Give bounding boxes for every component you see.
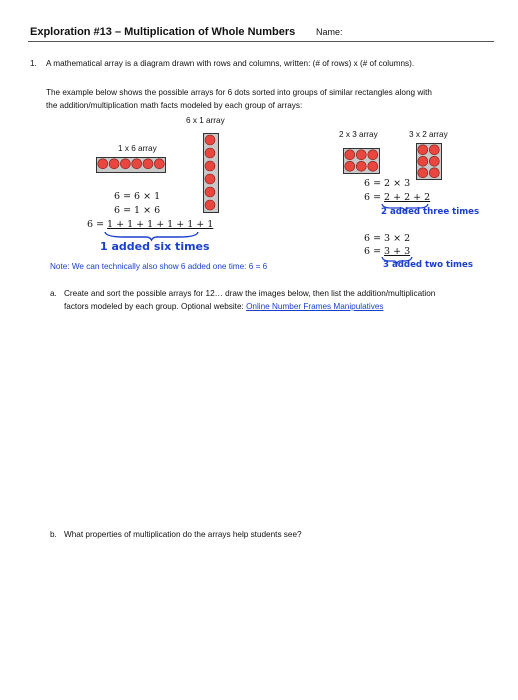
fact-6-eq-sum-of-ones: 6 = 1 + 1 + 1 + 1 + 1 + 1 [87, 219, 214, 230]
array-dot [143, 159, 153, 169]
array-dot [205, 148, 215, 158]
array-dot [368, 150, 378, 160]
array-dot [429, 168, 439, 178]
array-6x1 [203, 133, 219, 213]
handwritten-2-added-three-times: 2 added three times [381, 207, 480, 217]
array-dot [98, 159, 108, 169]
fact-6-eq-3x2: 6 = 3 × 2 [364, 233, 411, 244]
array-dot [120, 159, 130, 169]
fact-6-eq-2x3: 6 = 2 × 3 [364, 178, 411, 189]
label-1x6-array: 1 x 6 array [118, 144, 157, 153]
name-label: Name: [316, 27, 343, 37]
header-divider [28, 41, 494, 42]
note-6-added-one-time: Note: We can technically also show 6 added one time: 6 = 6 [50, 262, 268, 271]
array-dot [205, 174, 215, 184]
part-a-line1: Create and sort the possible arrays for 12… draw the images below, then list the addition/multiplication [64, 289, 436, 298]
array-1x6 [96, 157, 166, 173]
label-2x3-array: 2 x 3 array [339, 130, 378, 139]
array-dot [205, 187, 215, 197]
part-a-letter: a. [50, 289, 57, 298]
array-dot [205, 135, 215, 145]
array-dot [132, 159, 142, 169]
array-dot [418, 168, 428, 178]
part-a-line2: factors modeled by each group. Optional website: Online Number Frames Manipulatives [64, 302, 384, 311]
array-2x3 [343, 148, 380, 174]
fact-6-eq-2-plus-2-plus-2: 6 = 2 + 2 + 2 [364, 192, 431, 203]
array-dot [205, 161, 215, 171]
handwritten-1-added-six-times: 1 added six times [100, 240, 210, 253]
number-frames-link[interactable]: Online Number Frames Manipulatives [246, 302, 384, 311]
array-dot [356, 150, 366, 160]
array-3x2 [416, 143, 442, 180]
array-dot [418, 156, 428, 166]
array-dot [345, 161, 355, 171]
handwritten-3-added-two-times: 3 added two times [383, 260, 473, 270]
part-b-letter: b. [50, 530, 57, 539]
part-b-question: What properties of multiplication do the arrays help students see? [64, 530, 302, 539]
label-6x1-array: 6 x 1 array [186, 116, 225, 125]
array-dot [368, 161, 378, 171]
question-number: 1. [30, 59, 37, 68]
example-text-line2: the addition/multiplication math facts modeled by each group of arrays: [46, 101, 303, 110]
fact-6-eq-3-plus-3: 6 = 3 + 3 [364, 246, 411, 257]
worksheet-title: Exploration #13 – Multiplication of Whole Numbers [30, 26, 296, 38]
example-text-line1: The example below shows the possible arrays for 6 dots sorted into groups of similar rectangles along with [46, 88, 432, 97]
array-dot [154, 159, 164, 169]
array-dot [345, 150, 355, 160]
array-dot [429, 156, 439, 166]
fact-6-eq-1x6: 6 = 1 × 6 [114, 205, 161, 216]
array-dot [418, 145, 428, 155]
fact-6-eq-6x1: 6 = 6 × 1 [114, 191, 161, 202]
label-3x2-array: 3 x 2 array [409, 130, 448, 139]
array-dot [429, 145, 439, 155]
array-dot [356, 161, 366, 171]
array-dot [205, 200, 215, 210]
array-definition: A mathematical array is a diagram drawn with rows and columns, written: (# of rows) x (# of columns). [46, 59, 415, 68]
array-dot [109, 159, 119, 169]
